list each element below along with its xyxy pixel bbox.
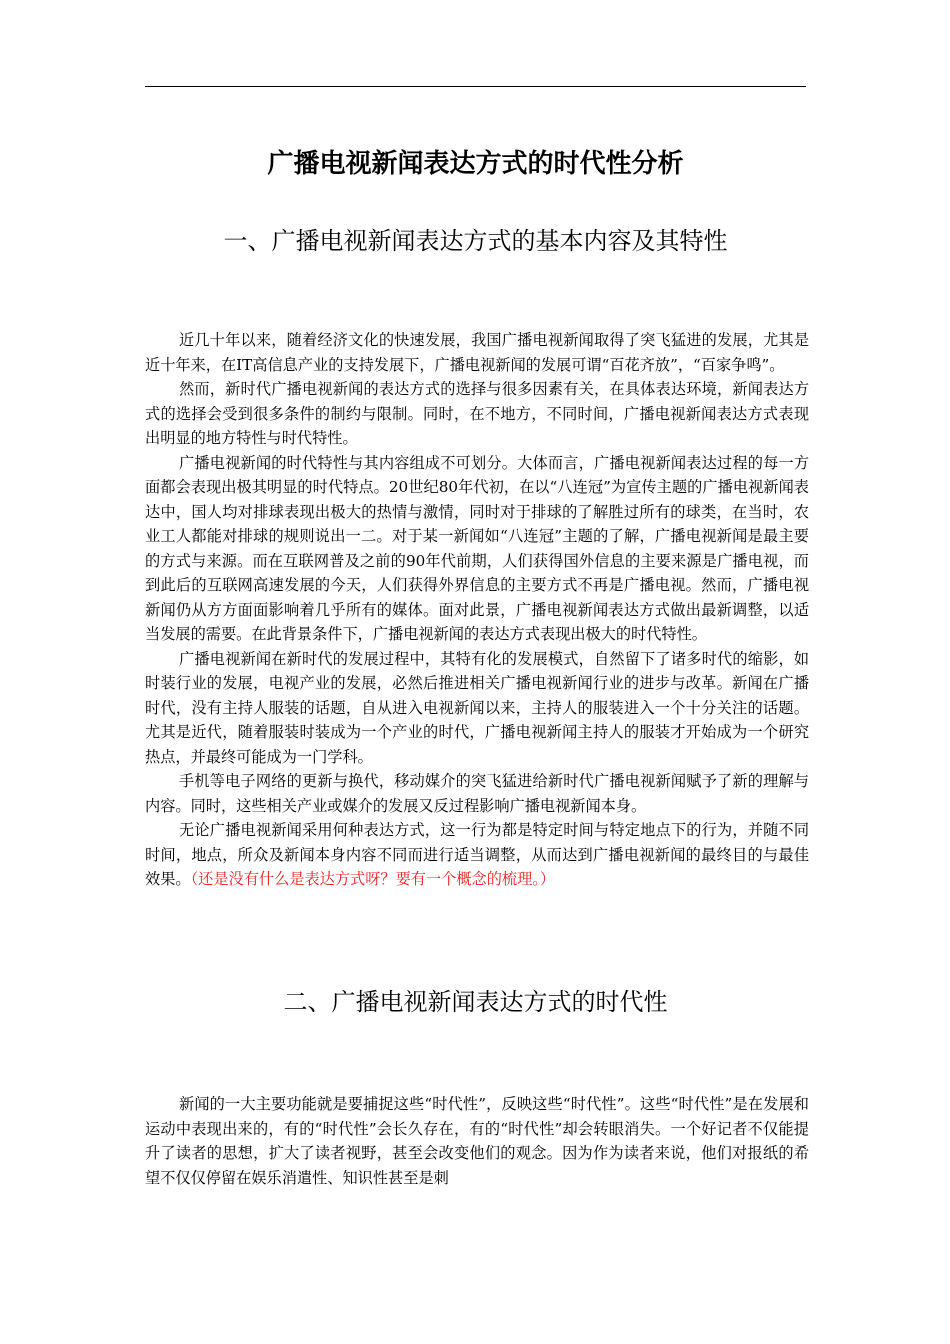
section-2-heading: 二、广播电视新闻表达方式的时代性 (283, 988, 668, 1016)
document-title: 广播电视新闻表达方式的时代性分析 (267, 149, 684, 179)
header-rule (145, 86, 806, 87)
paragraph: 广播电视新闻的时代特性与其内容组成不可划分。大体而言，广播电视新闻表达过程的每一方面都会表现出极其明显的时代特点。20世纪80年代初，在以“八连冠”为宣传主题的广播电视新闻表达中，国人均对排球表现出极大的热情与激情，同时对于排球的了解胜过所有的球类，在当时，农业工人都能对排球的规则说出一二。对于某一新闻如“八连冠”主题的了解，广播电视新闻是最主要的方式与来源。而在互联网普及之前的90年代前期，人们获得国外信息的主要来源是广播电视，而到此后的互联网高速发展的今天，人们获得外界信息的主要方式不再是广播电视。然而，广播电视新闻仍从方方面面影响着几乎所有的媒体。面对此景，广播电视新闻表达方式做出最新调整，以适当发展的需要。在此背景条件下，广播电视新闻的表达方式表现出极大的时代特性。 (145, 453, 809, 643)
paragraph: 广播电视新闻在新时代的发展过程中，其特有化的发展模式，自然留下了诸多时代的缩影，如时装行业的发展，电视产业的发展，必然后推进相关广播电视新闻行业的进步与改革。新闻在广播时代，没有主持人服装的话题，自从进入电视新闻以来，主持人的服装进入一个十分关注的话题。尤其是近代，随着服装时装成为一个产业的时代，广播电视新闻主持人的服装才开始成为一个研究热点，并最终可能成为一门学科。 (145, 649, 809, 766)
paragraph-text: 无论广播电视新闻采用何种表达方式，这一行为都是特定时间与特定地点下的行为，并随不同时间，地点，所众及新闻本身内容不同而进行适当调整，从而达到广播电视新闻的最终目的与最佳效果。 (145, 821, 809, 888)
paragraph-with-note (145, 818, 809, 892)
paragraph: 然而，新时代广播电视新闻的表达方式的选择与很多因素有关，在具体表达环境，新闻表达方式的选择会受到很多条件的制约与限制。同时，在不地方，不同时间，广播电视新闻表达方式表现出明显的地方特性与时代特性。 (145, 380, 809, 447)
reviewer-note: （还是没有什么是表达方式呀？要有一个概念的梳理。） (190, 870, 556, 888)
paragraph: 手机等电子网络的更新与换代，移动媒介的突飞猛进给新时代广播电视新闻赋予了新的理解与内容。同时，这些相关产业或媒介的发展又反过程影响广播电视新闻本身。 (145, 772, 809, 815)
section-2-body (145, 1092, 809, 1190)
section-1-heading: 一、广播电视新闻表达方式的基本内容及其特性 (223, 227, 728, 255)
paragraph: 近几十年以来，随着经济文化的快速发展，我国广播电视新闻取得了突飞猛进的发展，尤其是近十年来，在IT高信息产业的支持发展下，广播电视新闻的发展可谓“百花齐放”，“百家争鸣”。 (145, 331, 809, 374)
section-1-body (145, 328, 809, 892)
paragraph: 新闻的一大主要功能就是要捕捉这些“时代性”，反映这些“时代性”。这些“时代性”是在发展和运动中表现出来的，有的“时代性”会长久存在，有的“时代性”却会转眼消失。一个好记者不仅能提升了读者的思想，扩大了读者视野，甚至会改变他们的观念。因为作为读者来说，他们对报纸的希望不仅仅停留在娱乐消遣性、知识性甚至是刺 (145, 1095, 809, 1187)
